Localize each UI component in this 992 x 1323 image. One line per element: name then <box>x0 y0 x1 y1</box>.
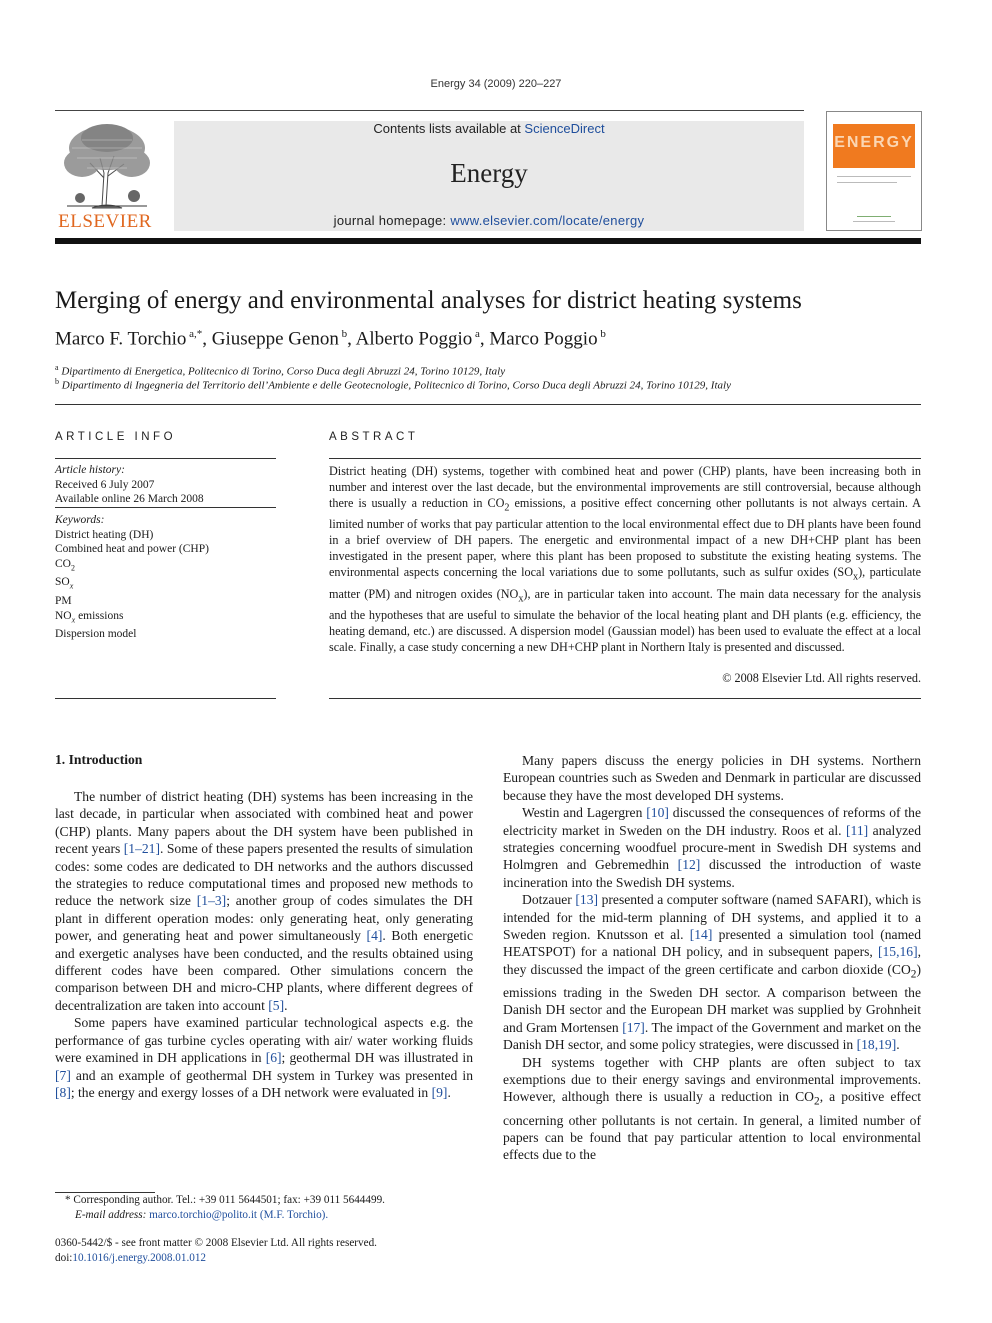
section-title-introduction: 1. Introduction <box>55 752 143 767</box>
doi-link[interactable]: 10.1016/j.energy.2008.01.012 <box>72 1252 207 1264</box>
keyword-item: $SO_x$ <box>55 576 74 591</box>
contents-line <box>174 121 804 136</box>
body-paragraph: The number of district heating (DH) systems has been increasing in the last decade, in particular when associated with combined heat and power (CHP) plants. Many papers about the DH system have been published in recent years [1–21]. Some of these papers presented the results of simulation codes: some codes are dedicated to DH networks and the authors discussed the strategies to reduce computational times and proposed new methods to reduce the network size [1–3]; another group of codes simulates the DH plant in different operation modes: only generating heat, only generating power, and generating heat and power simultaneously [4]. Both energetic and exergetic analyses have been conducted, and the results obtained using different codes have been compared. Other simulations concern the comparison between DH and micro-CHP plants, where different degrees of decentralization are taken into account [5]. <box>55 789 473 1013</box>
citation-link[interactable]: [11] <box>846 822 869 838</box>
title-separator <box>55 404 921 405</box>
journal-citation: Energy 34 (2009) 220–227 <box>430 78 562 90</box>
email-link[interactable]: marco.torchio@polito.it <box>149 1209 258 1221</box>
affiliation-a: $^a$ Dipartimento di Energetica, Politecnico di Torino, Corso Duca degli Abruzzi 24, Torino 10129, Italy <box>55 363 506 378</box>
author-name: Alberto Poggio <box>355 328 473 350</box>
corresponding-author: * Corresponding author. Tel.: +39 011 5644501; fax: +39 011 5644499. <box>65 1194 385 1206</box>
article-title: Merging of energy and environmental analyses for district heating systems <box>55 287 802 314</box>
abstract-heading: ABSTRACT <box>329 431 419 443</box>
keyword-item: $CO_2$ <box>55 557 75 572</box>
article-history: Article history: Received 6 July 2007 Available online 26 March 2008 <box>55 463 276 507</box>
sciencedirect-link[interactable]: ScienceDirect <box>524 121 605 136</box>
citation-link[interactable]: [8] <box>55 1084 71 1100</box>
keyword-item: Dispersion model <box>55 628 137 641</box>
affiliation-b: $^b$ Dipartimento di Ingegneria del Territorio dell’Ambiente e delle Geotecnologie, Politecnico di Torino, Corso Duca degli Abruzzi 24, Torino 10129, Italy <box>55 377 731 392</box>
contents-prefix: Contents lists available at <box>373 121 525 136</box>
body-paragraph: Dotzauer [13] presented a computer software (named SAFARI), which is intended for the mid-term planning of DH systems, and applied it to a Sweden region. Knutsson et al. [14] presented a simulation tool (named HEATSPOT) for a national DH policy, and in subsequent papers, [15,16], they discussed the impact of the green certificate and carbon dioxide $(CO_2)$ emissions trading in the Sweden DH sector. A comparison between the Danish DH sector and the European DH market was supplied by Grohnheit and Gram Mortensen [17]. The impact of the Government and market on the Danish DH sector, and some policy strategies, were discussed in [18,19]. <box>503 892 921 1053</box>
citation-link[interactable]: [1–3] <box>196 893 227 909</box>
citation-link[interactable]: [7] <box>55 1067 71 1083</box>
author-name: Marco F. Torchio <box>55 328 187 350</box>
citation-link[interactable]: [15,16] <box>877 944 918 960</box>
abstract-body: District heating (DH) systems, together with combined heat and power (CHP) plants, have been increasing both in number and interest over the last decade, but the environmental improvements are still controversial, because although there is usually a reduction in $CO_2$ emissions, a positive effect concerning other pollutants is not always certain. A limited number of works that pay particular attention to the local environmental effect due to DH plants have been found in a brief overview of DH papers. The energetic and environmental impact of a new DH+CHP plant has been investigated in the present paper, where this plant has been proposed to substitute the existing heating systems. The environmental aspects concerning the local variations due to some pollutants, such as sulfur oxides $(SO_x)$, particulate matter (PM) and nitrogen oxides $(NO_x)$, are in particular taken into account. The main data necessary for the analysis and the hypotheses that are useful to simulate the behavior of the local heating plant and DH plants (e.g. efficiency, the heating demand, etc.) are discussed. A dispersion model (Gaussian model) has been used to evaluate the effect at a local scale. Finally, a case study concerning a new DH+CHP plant in Northern Italy is presented and discussed. <box>329 464 921 655</box>
citation-link[interactable]: [9] <box>431 1084 448 1100</box>
homepage-link[interactable]: www.elsevier.com/locate/energy <box>450 213 645 228</box>
citation-link[interactable]: [18,19] <box>856 1037 897 1053</box>
citation-link[interactable]: [10] <box>646 805 669 821</box>
citation-link[interactable]: [1–21] <box>123 841 161 857</box>
elsevier-wordmark: ELSEVIER <box>58 211 152 232</box>
cover-title: ENERGY <box>834 134 914 151</box>
citation-link[interactable]: [6] <box>265 1050 282 1066</box>
keywords-block: Keywords: District heating (DH) Combined heat and power (CHP) $CO_2$ $SO_x$ PM $NO_x$ emissions Dispersion model <box>55 513 276 642</box>
citation-link[interactable]: [17] <box>622 1019 645 1035</box>
keyword-item: Combined heat and power (CHP) <box>55 543 209 555</box>
header-thick-bar <box>55 238 921 244</box>
body-left-column <box>55 788 473 1101</box>
keyword-item: PM <box>55 595 72 608</box>
citation-link[interactable]: [12] <box>677 857 701 873</box>
footnotes <box>55 1193 473 1223</box>
body-paragraph: DH systems together with CHP plants are often subject to tax exemptions due to their energy savings and environmental improvements. However, although there is usually a reduction in $CO_2$, a positive effect concerning other pollutants is not certain. In general, a limited number of papers can be found that pay particular attention to local environmental effects due to the <box>503 1054 922 1163</box>
body-paragraph: Westin and Lagergren [10] discussed the consequences of reforms of the electricity market in Sweden on the DH industry. Roos et al. [11] analyzed strategies concerning woodfuel procure-ment in Swedish DH systems and Holmgren and Gebremedhin [12] discussed the introduction of waste incineration into the Swedish DH systems. <box>503 805 921 890</box>
article-info-heading: ARTICLE INFO <box>55 431 177 443</box>
body-right-column <box>503 752 921 1164</box>
journal-name: Energy <box>450 158 528 188</box>
author-affiliation-mark: a <box>472 328 480 340</box>
author-list: Marco F. Torchio $^{a,*}$, Giuseppe Genon $^b$, Alberto Poggio $^a$, Marco Poggio $^b$ <box>55 328 606 350</box>
journal-homepage <box>174 213 804 228</box>
issn-line: 0360-5442/$ - see front matter © 2008 Elsevier Ltd. All rights reserved. <box>55 1237 377 1249</box>
publication-info <box>55 1236 473 1266</box>
homepage-prefix: journal homepage: <box>333 213 451 228</box>
email-line: E-mail address: marco.torchio@polito.it (M.F. Torchio). <box>75 1209 329 1221</box>
body-paragraph: Some papers have examined particular technological aspects e.g. the performance of gas turbine cycles operating with air/ water working fluids were examined in DH applications in [6]; geothermal DH was illustrated in [7] and an example of geothermal DH system in Turkey was presented in [8]; the energy and exergy losses of a DH network were evaluated in [9]. <box>55 1015 473 1100</box>
available-date: Available online 26 March 2008 <box>55 493 204 505</box>
author-affiliation-mark: b <box>338 328 348 340</box>
received-date: Received 6 July 2007 <box>55 478 155 491</box>
keyword-item: $NO_x$ emissions <box>55 609 124 624</box>
author-affiliation-mark: b <box>597 328 606 340</box>
author-name: Marco Poggio <box>489 328 598 350</box>
doi-line: doi:10.1016/j.energy.2008.01.012 <box>55 1252 207 1264</box>
journal-cover-thumbnail <box>826 111 922 231</box>
author-name: Giuseppe Genon <box>211 328 339 350</box>
abstract-copyright: © 2008 Elsevier Ltd. All rights reserved. <box>722 671 921 685</box>
body-paragraph: Many papers discuss the energy policies in DH systems. Northern European countries such as Sweden and Denmark in particular are discussed because they have the most developed DH systems. <box>503 753 921 803</box>
keyword-item: District heating (DH) <box>55 528 154 541</box>
header-rule <box>55 110 804 111</box>
author-affiliation-mark: a,* <box>186 328 203 340</box>
citation-link[interactable]: [5] <box>268 997 285 1013</box>
citation-link[interactable]: [13] <box>575 892 599 908</box>
citation-link[interactable]: [14] <box>689 927 713 943</box>
citation-link[interactable]: [4] <box>366 928 383 944</box>
